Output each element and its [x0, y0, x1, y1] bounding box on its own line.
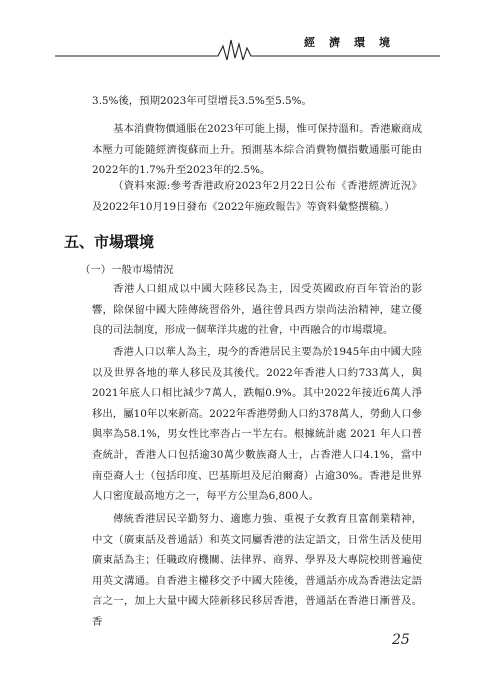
subsection-heading: （一）一般市場情況	[80, 264, 174, 276]
paragraph-gdp-forecast: 3.5%後，預期2023年可望增長3.5%至5.5%。	[92, 95, 312, 107]
paragraph-population-statistics: 香港人口以華人為主，現今的香港居民主要為於1945年由中國大陸以及世界各地的華人移民及其後代。2022年香港人口約733萬人，與2021年底人口相比減少7萬人，跌幅0.9%。其中2022年接近6萬人淨移出，屬10年以來新高。2022年香港勞動人口約378萬人，勞動人口參與率為58.1%，男女性比率呇占一半左右。根據統計處 2021 年人口普查統計，香港人口包括逾30萬少數族裔人士，占香港人口4.1%，當中南亞裔人士（包括印度、巴基斯坦及尼泊爾裔）占逾30%。香港是世界人口密度最高地方之一，每平方公里為6,800人。	[92, 346, 422, 503]
running-header-title: 經濟環境	[304, 36, 404, 49]
page-number: 25	[392, 632, 410, 648]
paragraph-source-note: （資料來源:參考香港政府2023年2月22日公布《香港經濟近況》及2022年10月19日發布《2022年施政報告》等資料彙整撰稿。）	[92, 180, 422, 213]
paragraph-language: 傳統香港居民辛勤努力、適應力強、重視子女教育且富創業精神，中文（廣東話及普通話）和英文同屬香港的法定語文，日常生活及使用廣東話為主；任職政府機關、法律界、商界、學界及大專院校則普遍使用英文溝通。自香港主權移交予中國大陸後，普通話亦成為香港法定語言之一，加上大量中國大陸新移民移居香港，普通話在香港日漸普及。香	[92, 513, 422, 628]
paragraph-inflation: 基本消費物價通脹在2023年可能上揚，惟可保持溫和。香港廠商成本壓力可能隨經濟復蘇而上升。預測基本綜合消費物價指數通脹可能由2022年的1.7%升至2023年的2.5%。	[92, 123, 422, 177]
section-heading: 五、市場環境	[64, 233, 155, 251]
paragraph-population-origin: 香港人口組成以中國大陸移民為主，因受英國政府百年管治的影響，除保留中國大陸傳統習俗外，過往曾具西方崇尚法治精神，建立優良的司法制度，形成一個華洋共處的社會，中西融合的市場環境。	[92, 283, 422, 337]
